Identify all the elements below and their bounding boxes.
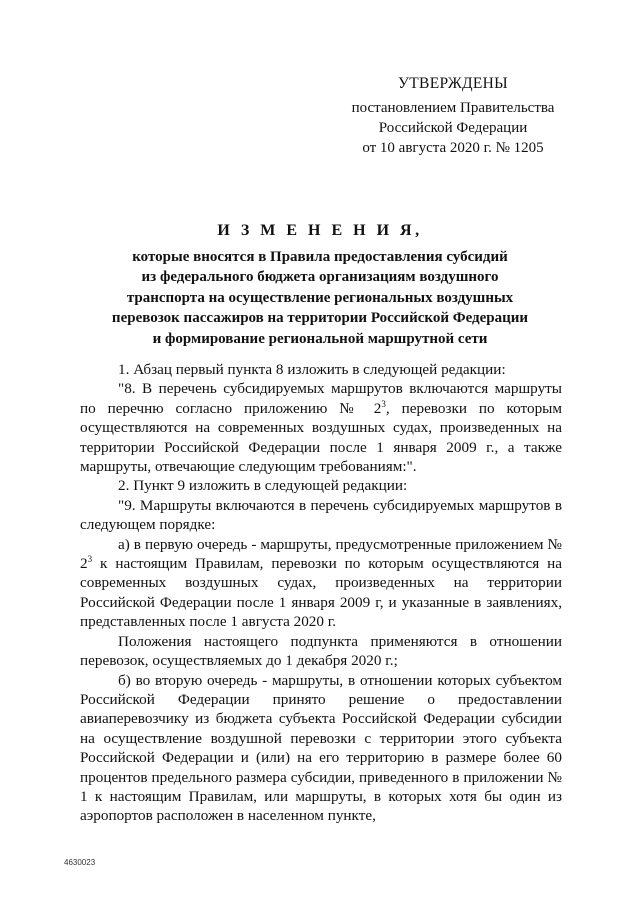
subtitle-line-1: которые вносятся в Правила предоставления субсидий [132, 249, 508, 265]
paragraph-5 [80, 535, 562, 632]
paragraph-2-text-b: , перевозки по которым осуществляются на современных воздушных судах, произведенных на территории Российской Федерации после 1 января 2009 г., а также маршруты, отвечающие следующим требованиям:". [80, 399, 562, 476]
paragraph-3: 2. Пункт 9 изложить в следующей редакции: [118, 477, 408, 495]
approval-block [338, 74, 568, 158]
approval-stamp: УТВЕРЖДЕНЫ [398, 75, 508, 92]
subtitle-line-4: перевозок пассажиров на территории Российской Федерации [111, 310, 529, 327]
footer-code: 4630023 [64, 858, 96, 867]
paragraph-5-text-a: а) в первую очередь - маршруты, предусмотренные приложением № 2 [80, 535, 562, 573]
document-subtitle [100, 247, 540, 349]
superscript: 3 [87, 554, 93, 565]
paragraph-2 [80, 379, 562, 476]
document-title: И З М Е Н Е Н И Я, [217, 222, 423, 239]
paragraph-5-text-b: к настоящим Правилам, перевозки по которым осуществляются на современных воздушных судах, произведенных на территории Российской Федерации после 1 января 2009 г, и указанные в заявлениях, представленных после 1 августа 2020 г. [80, 555, 562, 631]
approval-line-2: Российской Федерации [378, 120, 528, 136]
approval-line-1: постановлением Правительства [351, 100, 555, 116]
subtitle-line-5: и формирование региональной маршрутной сети [152, 330, 488, 347]
paragraph-6: Положения настоящего подпункта применяются в отношении перевозок, осуществляемых до 1 декабря 2020 г.; [80, 632, 562, 670]
paragraph-2-text-a: "8. В перечень субсидируемых маршрутов включаются маршруты по перечню согласно приложению № 2 [80, 380, 562, 417]
paragraph-1: 1. Абзац первый пункта 8 изложить в следующей редакции: [118, 361, 506, 378]
approval-line-3: от 10 августа 2020 г. № 1205 [362, 140, 544, 156]
paragraph-4: "9. Маршруты включаются в перечень субсидируемых маршрутов в следующем порядке: [80, 496, 562, 534]
paragraph-7: б) во вторую очередь - маршруты, в отношении которых субъектом Российской Федерации принято решение о предоставлении авиаперевозчику из бюджета субъекта Российской Федерации субсидии на осуществление воздушной перевозки с территории этого субъекта Российской Федерации и (или) на его территорию в размере более 60 процентов предельного размера субсидии, приведенного в приложении № 1 к настоящим Правилам, или маршруты, в которых хотя бы один из аэропортов расположен в населенном пункте, [80, 671, 562, 825]
document-body [80, 360, 562, 826]
superscript: 3 [381, 398, 386, 409]
subtitle-line-3: транспорта на осуществление региональных воздушных [126, 289, 514, 306]
subtitle-line-2: из федерального бюджета организациям воздушного [141, 269, 499, 286]
